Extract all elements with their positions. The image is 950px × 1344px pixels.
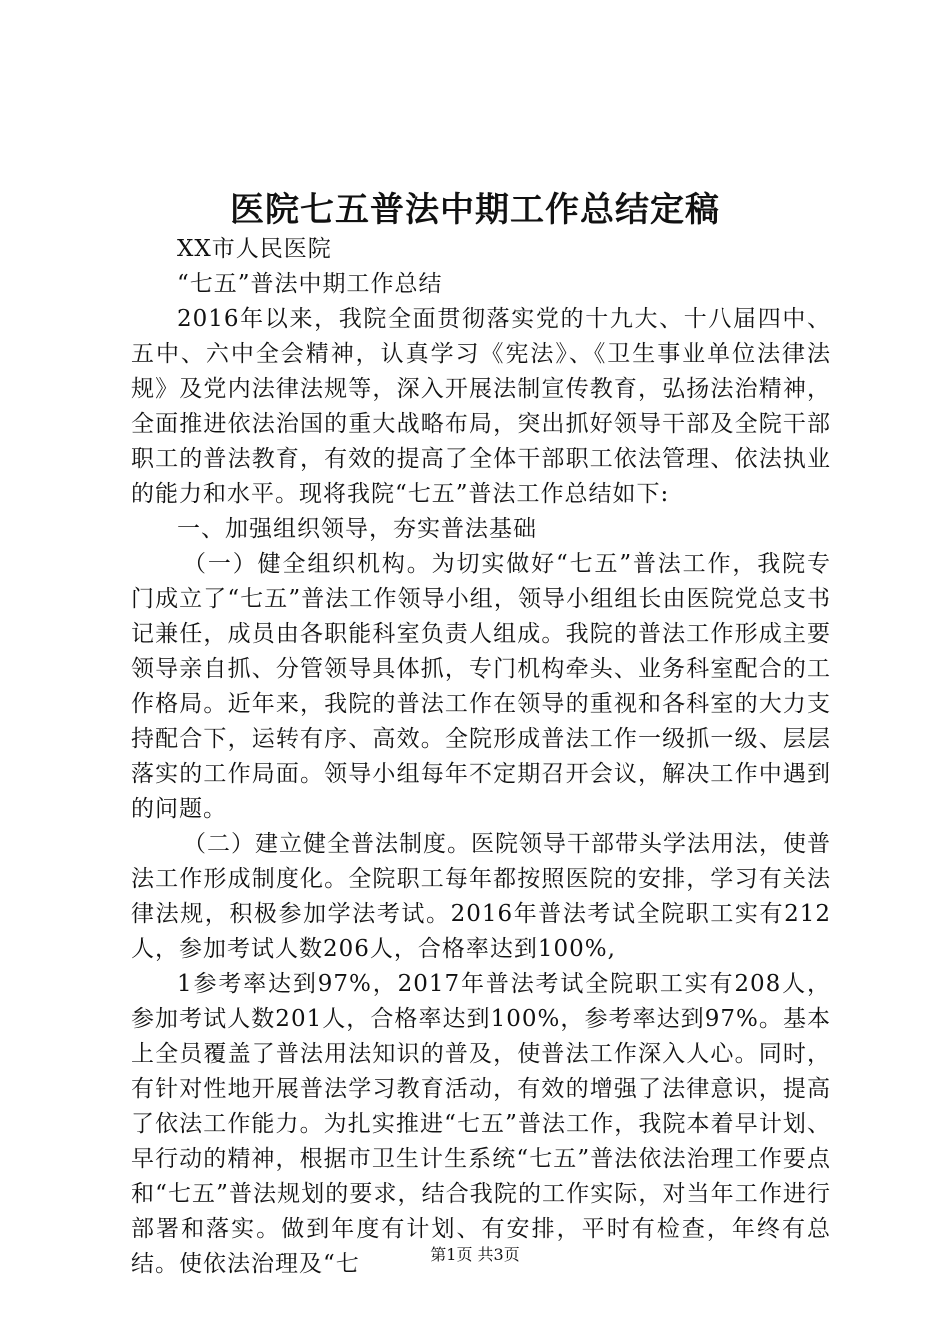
intro-paragraph: 2016年以来，我院全面贯彻落实党的十九大、十八届四中、五中、六中全会精神，认真学习《宪法》、《卫生事业单位法律法规》及党内法律法规等，深入开展法制宣传教育，弘扬法治精神，全面推进依法治国的重大战略布局，突出抓好领导干部及全院干部职工的普法教育，有效的提高了全体干部职工依法管理、依法执业的能力和水平。现将我院“七五”普法工作总结如下: [131,306,831,507]
document-title: 医院七五普法中期工作总结定稿 [230,190,720,230]
page-number-footer: 第1页 共3页 [430,1245,520,1264]
paragraph-exam-stats: 1参考率达到97%，2017年普法考试全院职工实有208人，参加考试人数201人，合格率达到100%，参考率达到97%。基本上全员覆盖了普法用法知识的普及，使普法工作深入人心。同时，有针对性地开展普法学习教育活动，有效的增强了法律意识，提高了依法工作能力。为扎实推进“七五”普法工作，我院本着早计划、早行动的精神，根据市卫生计生系统“七五”普法依法治理工作要点和“七五”普法规划的要求，结合我院的工作实际，对当年工作进行部署和落实。做到年度有计划、有安排，平时有检查，年终有总结。使依法治理及“七 [131,971,831,1277]
paragraph-system: （二）建立健全普法制度。医院领导干部带头学法用法，使普法工作形成制度化。全院职工每年都按照医院的安排，学习有关法律法规，积极参加学法考试。2016年普法考试全院职工实有212人，参加考试人数206人，合格率达到100%, [131,831,831,962]
hospital-name: XX市人民医院 [177,236,332,262]
section-heading-1: 一、加强组织领导，夯实普法基础 [177,516,537,542]
report-subtitle: “七五”普法中期工作总结 [177,271,443,297]
paragraph-organization: （一）健全组织机构。为切实做好“七五”普法工作，我院专门成立了“七五”普法工作领导小组，领导小组组长由医院党总支书记兼任，成员由各职能科室负责人组成。我院的普法工作形成主要领导亲自抓、分管领导具体抓，专门机构牵头、业务科室配合的工作格局。近年来，我院的普法工作在领导的重视和各科室的大力支持配合下，运转有序、高效。全院形成普法工作一级抓一级、层层落实的工作局面。领导小组每年不定期召开会议，解决工作中遇到的问题。 [131,551,831,822]
document-body [131,232,831,1282]
